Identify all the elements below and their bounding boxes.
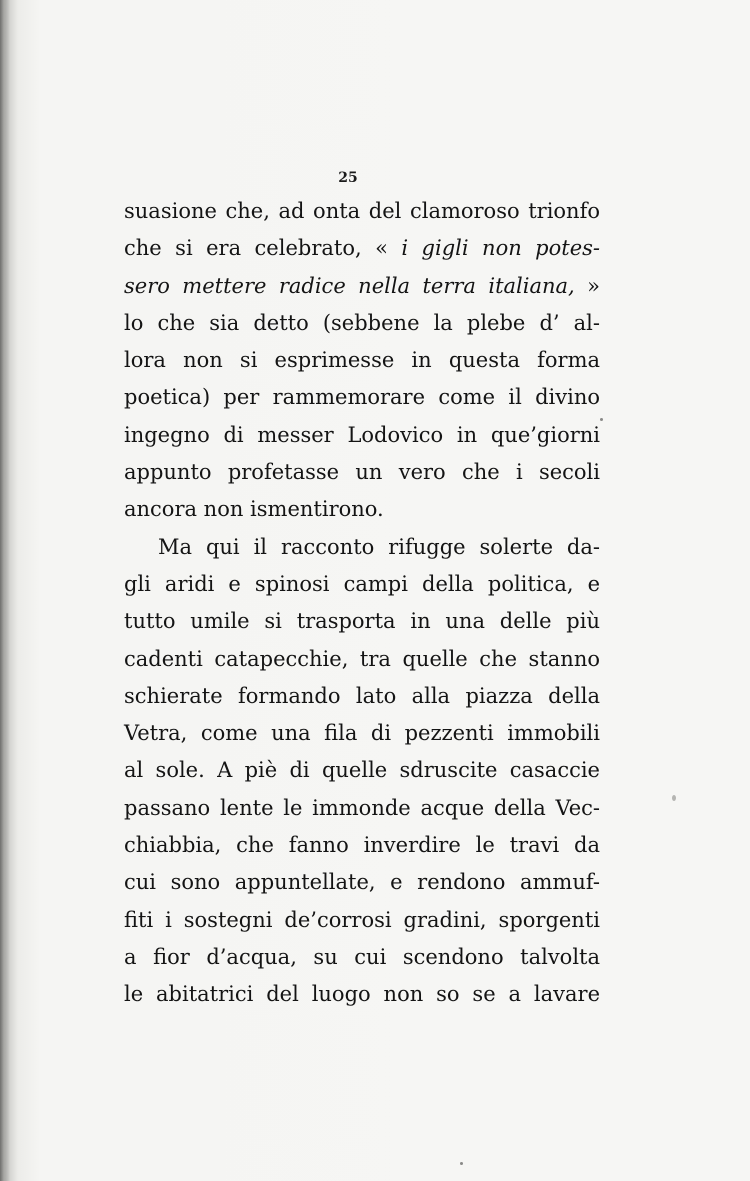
text-line <box>124 454 600 491</box>
text-line <box>124 641 600 678</box>
text-segment: ancora non ismentirono. <box>124 497 384 522</box>
text-segment: Ma qui il racconto rifugge solerte da- <box>158 534 600 559</box>
text-segment: chiabbia, che fanno inverdire le travi da <box>124 833 600 858</box>
text-line <box>124 268 600 305</box>
text-line <box>124 566 600 603</box>
text-line <box>124 491 600 528</box>
text-line <box>124 864 600 901</box>
text-segment: tutto umile si trasporta in una delle più <box>124 609 600 634</box>
text-segment: lora non si esprimesse in questa forma <box>124 348 600 373</box>
text-segment: che si era celebrato, « <box>124 236 402 261</box>
binding-shadow <box>0 0 10 1181</box>
text-line <box>124 715 600 752</box>
text-segment: suasione che, ad onta del clamoroso trionfo <box>124 199 600 223</box>
text-segment: cui sono appuntellate, e rendono ammuf- <box>124 870 600 895</box>
text-line <box>124 193 600 230</box>
text-line <box>124 790 600 827</box>
text-line <box>124 678 600 715</box>
text-segment: gli aridi e spinosi campi della politica, e <box>124 571 600 596</box>
text-line <box>124 230 600 267</box>
text-line <box>124 529 600 566</box>
text-segment: » <box>574 273 601 298</box>
text-segment: passano lente le immonde acque della Vec- <box>124 795 600 820</box>
text-segment: poetica) per rammemorare come il divino <box>124 385 600 410</box>
page-number: 25 <box>338 170 358 186</box>
text-segment: appunto profetasse un vero che i secoli <box>124 460 600 485</box>
text-segment: lo che sia detto (sebbene la plebe d’ al- <box>124 310 600 335</box>
text-line <box>124 939 600 976</box>
body-text <box>124 193 600 1014</box>
text-segment: le abitatrici del luogo non so se a lavare <box>124 982 600 1007</box>
text-line <box>124 752 600 789</box>
paper-speck <box>672 795 676 801</box>
italic-text-segment: i gigli non potes- <box>401 236 601 261</box>
text-segment: al sole. A piè di quelle sdruscite casaccie <box>124 758 600 783</box>
text-segment: a fior d’acqua, su cui scendono talvolta <box>124 944 600 969</box>
paper-speck <box>600 418 603 421</box>
text-segment: Vetra, come una fila di pezzenti immobili <box>124 721 600 746</box>
text-line <box>124 417 600 454</box>
text-line <box>124 379 600 416</box>
text-line <box>124 902 600 939</box>
text-segment: fiti i sostegni de’corrosi gradini, sporgenti <box>124 907 600 932</box>
text-line <box>124 342 600 379</box>
text-segment: ingegno di messer Lodovico in que’giorni <box>124 422 600 447</box>
text-segment: schierate formando lato alla piazza della <box>124 683 600 708</box>
text-segment: cadenti catapecchie, tra quelle che stanno <box>124 646 600 671</box>
text-line <box>124 305 600 342</box>
italic-text-segment: sero mettere radice nella terra italiana, <box>124 273 575 298</box>
text-line <box>124 827 600 864</box>
text-line <box>124 976 600 1013</box>
paper-speck <box>460 1162 463 1165</box>
text-line <box>124 603 600 640</box>
